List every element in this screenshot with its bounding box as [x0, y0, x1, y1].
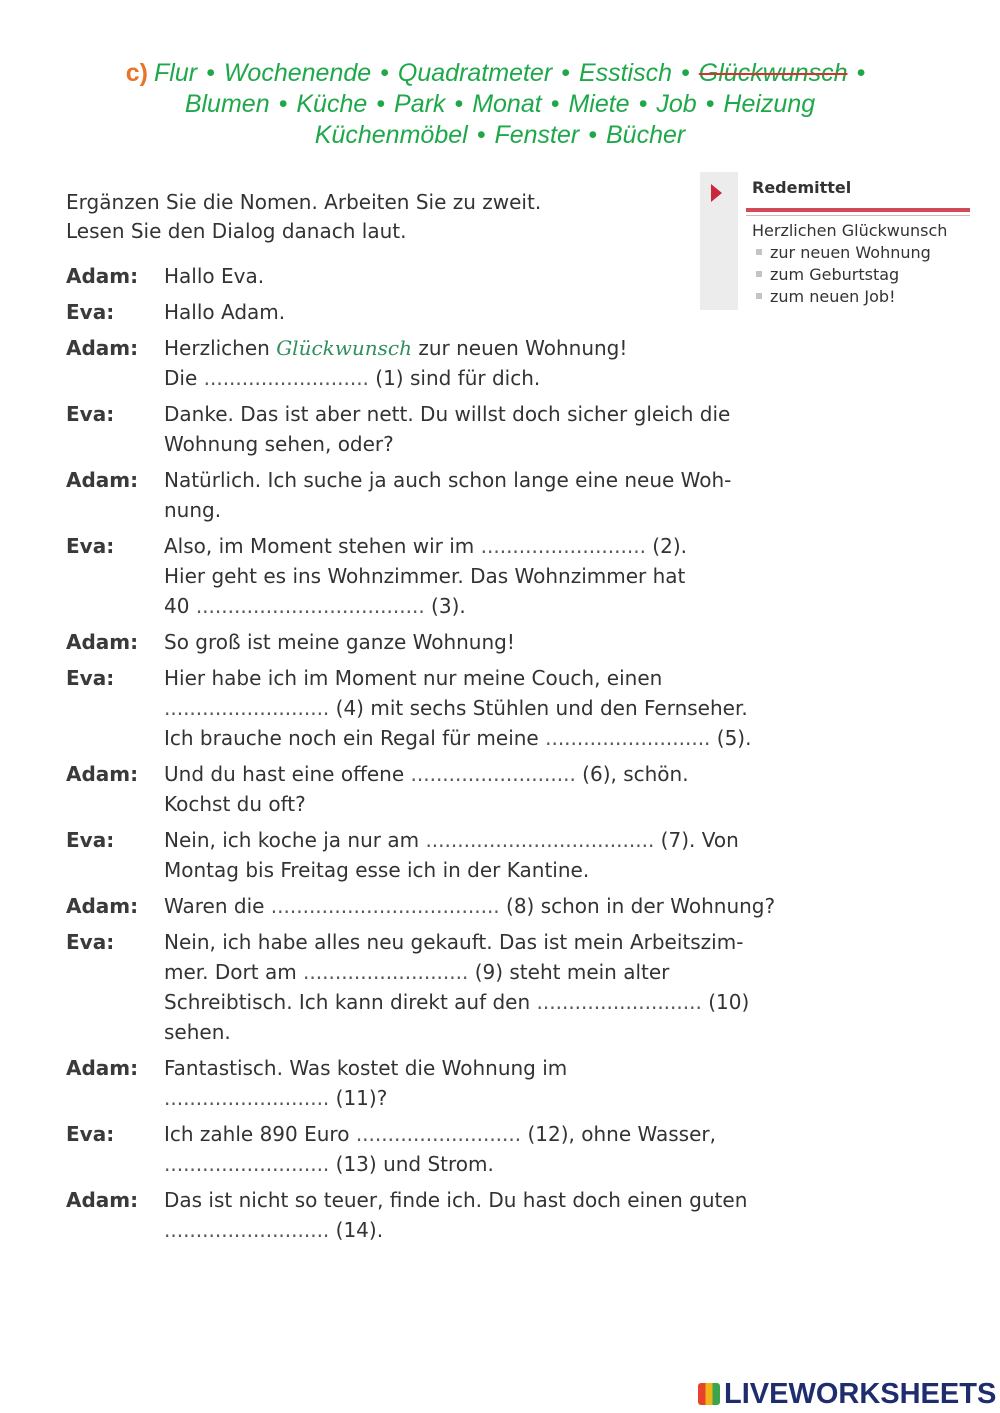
- speaker: Adam:: [66, 762, 139, 786]
- speaker: Adam:: [66, 894, 139, 918]
- dialog: [66, 261, 826, 1251]
- speaker: Eva:: [66, 534, 115, 558]
- blank-4-input[interactable]: ..........................: [164, 696, 330, 720]
- word-chip: Bücher: [605, 121, 686, 149]
- speaker: Adam:: [66, 1056, 139, 1080]
- speaker: Eva:: [66, 828, 115, 852]
- dialog-turn: Eva: Danke. Das ist aber nett. Du willst doch sicher gleich die Wohnung sehen, oder?: [66, 399, 826, 459]
- word-chip: Miete: [568, 90, 630, 118]
- redemittel-title: Redemittel: [752, 178, 852, 197]
- list-item: zum neuen Job!: [752, 286, 947, 308]
- exercise-label: c): [125, 59, 148, 87]
- speaker: Eva:: [66, 300, 115, 324]
- dialog-turn: Eva: Nein, ich habe alles neu gekauft. Das ist mein Arbeitszim- mer. Dort am .......................... (9) steht mein alter Schreibtisch. Ich kann direkt auf den .......................... (10) sehen.: [66, 927, 826, 1047]
- speaker: Adam:: [66, 1188, 139, 1212]
- blank-12-input[interactable]: ..........................: [355, 1122, 522, 1146]
- dialog-turn: Adam: Das ist nicht so teuer, finde ich. Du hast doch einen guten .......................... (14).: [66, 1185, 826, 1245]
- word-chip: Monat: [472, 90, 542, 118]
- blank-13-input[interactable]: ..........................: [164, 1152, 330, 1176]
- word-chip: Wochenende: [223, 59, 372, 87]
- blank-5-input[interactable]: ..........................: [545, 726, 711, 750]
- dialog-turn: Eva: Ich zahle 890 Euro .......................... (12), ohne Wasser, .......................... (13) und Strom.: [66, 1119, 826, 1179]
- word-chip-used: Glückwunsch: [698, 59, 848, 87]
- redemittel-body: Herzlichen Glückwunsch zur neuen Wohnung zum Geburtstag zum neuen Job!: [752, 221, 948, 306]
- word-chip: Esstisch: [578, 59, 673, 87]
- word-chip: Job: [656, 90, 697, 118]
- dialog-turn: Eva: Nein, ich koche ja nur am .................................... (7). Von Montag bis Freitag esse ich in der Kantine.: [66, 825, 826, 885]
- speaker: Eva:: [66, 402, 115, 426]
- blank-8-input[interactable]: ....................................: [270, 894, 500, 918]
- word-bank-row-2: Blumen • Küche • Park • Monat • Miete • Job • Heizung: [184, 90, 816, 118]
- dialog-turn: Adam: Und du hast eine offene .......................... (6), schön. Kochst du oft?: [66, 759, 826, 819]
- word-chip: Blumen: [184, 90, 270, 118]
- dialog-turn: Eva: Also, im Moment stehen wir im .......................... (2). Hier geht es ins Wohnzimmer. Das Wohnzimmer hat 40 .................................... (3).: [66, 531, 826, 621]
- word-chip: Park: [394, 90, 446, 118]
- blank-10-input[interactable]: ..........................: [536, 990, 702, 1014]
- blank-11-input[interactable]: ..........................: [164, 1086, 330, 1110]
- bullet-icon: [756, 249, 762, 255]
- dialog-turn: Adam: Natürlich. Ich suche ja auch schon lange eine neue Woh- nung.: [66, 465, 826, 525]
- dialog-turn: Adam: Herzlichen Glückwunsch zur neuen Wohnung! Die .......................... (1) sind für dich.: [66, 333, 826, 393]
- word-bank-row-1: c) Flur • Wochenende • Quadratmeter • Esstisch • Glückwunsch •: [125, 59, 866, 87]
- list-item: zur neuen Wohnung: [752, 242, 947, 264]
- dialog-turn: Eva: Hallo Adam.: [66, 297, 826, 327]
- speaker: Adam:: [66, 468, 139, 492]
- word-chip: Fenster: [494, 121, 580, 149]
- dialog-turn: Adam: Waren die .................................... (8) schon in der Wohnung?: [66, 891, 826, 921]
- dialog-turn: Adam: So groß ist meine ganze Wohnung!: [66, 627, 826, 657]
- instructions: Ergänzen Sie die Nomen. Arbeiten Sie zu zweit. Lesen Sie den Dialog danach laut.: [66, 190, 542, 243]
- speaker: Eva:: [66, 930, 115, 954]
- speaker: Adam:: [66, 264, 139, 288]
- blank-1-input[interactable]: ..........................: [203, 366, 369, 390]
- word-chip: Küche: [296, 90, 368, 118]
- speaker: Adam:: [66, 630, 139, 654]
- speaker: Eva:: [66, 666, 115, 690]
- word-chip: Quadratmeter: [397, 59, 553, 87]
- word-chip: Küchenmöbel: [314, 121, 468, 149]
- blank-2-input[interactable]: ..........................: [480, 534, 646, 558]
- logo-icon: [698, 1383, 720, 1405]
- word-bank-row-3: Küchenmöbel • Fenster • Bücher: [314, 121, 686, 149]
- blank-14-input[interactable]: ..........................: [164, 1218, 330, 1242]
- speaker: Eva:: [66, 1122, 115, 1146]
- blank-9-input[interactable]: ..........................: [303, 960, 469, 984]
- dialog-turn: Adam: Fantastisch. Was kostet die Wohnung im .......................... (11)?: [66, 1053, 826, 1113]
- list-item: zum Geburtstag: [752, 264, 947, 286]
- divider: [746, 208, 970, 212]
- liveworksheets-logo: LIVEWORKSHEETS: [698, 1378, 998, 1410]
- filled-answer: Glückwunsch: [276, 336, 413, 360]
- word-chip: Heizung: [723, 90, 816, 118]
- blank-6-input[interactable]: ..........................: [410, 762, 576, 786]
- divider: [746, 215, 970, 216]
- dialog-turn: Adam: Hallo Eva.: [66, 261, 826, 291]
- word-chip: Flur: [154, 59, 198, 87]
- blank-7-input[interactable]: ....................................: [425, 828, 655, 852]
- dialog-turn: Eva: Hier habe ich im Moment nur meine Couch, einen .......................... (4) mit sechs Stühlen und den Fernseher. Ich brauche noch ein Regal für meine .......................... (5).: [66, 663, 826, 753]
- blank-3-input[interactable]: ....................................: [195, 594, 425, 618]
- play-triangle-icon: [711, 184, 722, 202]
- word-bank: [0, 58, 1000, 151]
- speaker: Adam:: [66, 336, 139, 360]
